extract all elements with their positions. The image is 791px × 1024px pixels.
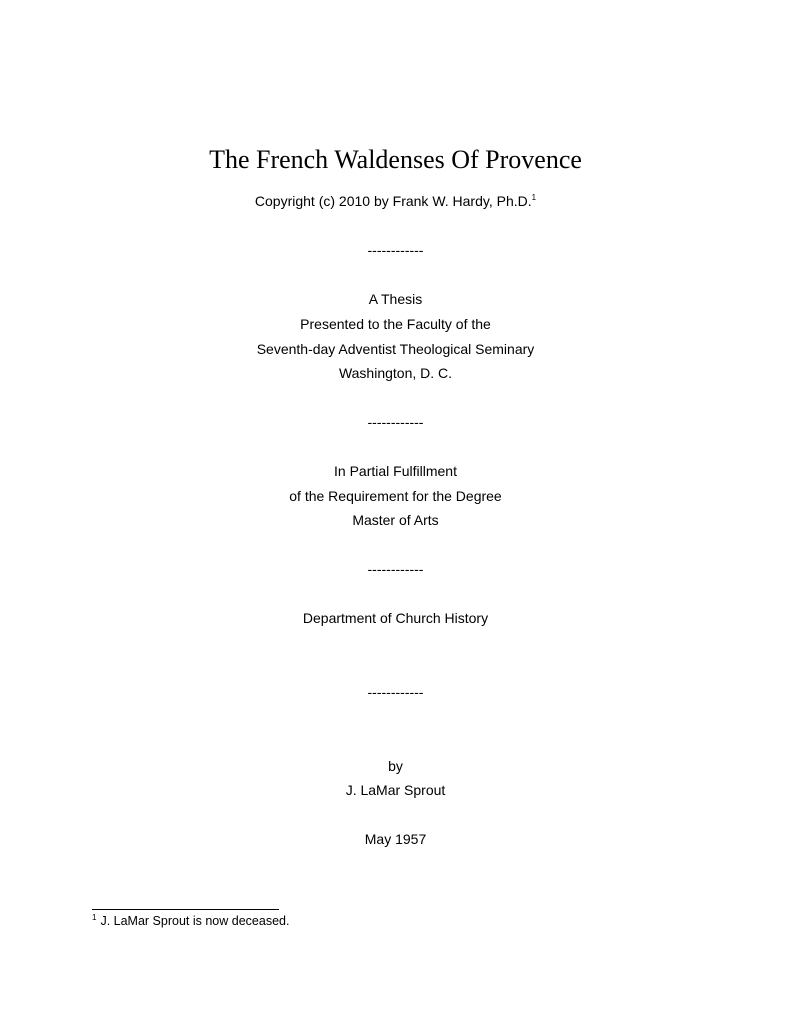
seminary-line: Seventh-day Adventist Theological Seminary bbox=[256, 341, 535, 357]
separator: ------------ bbox=[367, 561, 424, 577]
separator: ------------ bbox=[367, 242, 424, 258]
copyright-text: Copyright (c) 2010 by Frank W. Hardy, Ph.D. bbox=[254, 193, 532, 209]
footnote-divider bbox=[92, 909, 279, 910]
separator: ------------ bbox=[367, 684, 424, 700]
copyright-line bbox=[0, 192, 791, 210]
location-line: Washington, D. C. bbox=[338, 365, 453, 381]
department-line: Department of Church History bbox=[302, 610, 489, 626]
thesis-line: A Thesis bbox=[368, 291, 423, 307]
footnote-reference-mark[interactable]: 1 bbox=[531, 193, 537, 202]
date-line: May 1957 bbox=[364, 831, 427, 847]
author-line: J. LaMar Sprout bbox=[345, 782, 446, 798]
footnote bbox=[92, 913, 289, 929]
requirement-line: of the Requirement for the Degree bbox=[289, 488, 502, 504]
document-title: The French Waldenses Of Provence bbox=[209, 145, 582, 174]
separator: ------------ bbox=[367, 414, 424, 430]
footnote-mark: 1 bbox=[92, 913, 97, 922]
fulfillment-line: In Partial Fulfillment bbox=[334, 463, 457, 479]
degree-line: Master of Arts bbox=[352, 512, 439, 528]
footnote-text: J. LaMar Sprout is now deceased. bbox=[100, 914, 290, 928]
by-line: by bbox=[388, 758, 403, 774]
faculty-line: Presented to the Faculty of the bbox=[300, 316, 491, 332]
